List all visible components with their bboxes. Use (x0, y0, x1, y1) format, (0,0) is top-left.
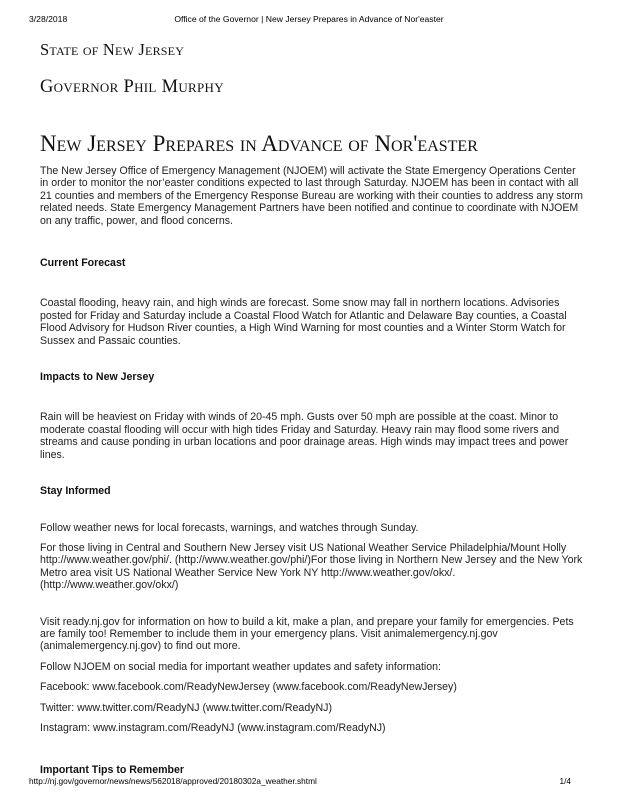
brand-state-link[interactable]: State of New Jersey (40, 40, 185, 59)
stay-informed-social-intro: Follow NJOEM on social media for important weather updates and safety information: (40, 660, 441, 673)
brand-governor-link[interactable]: Governor Phil Murphy (40, 77, 224, 97)
section-heading-stay-informed: Stay Informed (40, 485, 111, 498)
print-page-title: Office of the Governor | New Jersey Prepares in Advance of Nor'easter (174, 14, 444, 24)
stay-informed-news: Follow weather news for local forecasts, warnings, and watches through Sunday. (40, 521, 419, 534)
stay-informed-ready-nj[interactable]: Visit ready.nj.gov for information on how to build a kit, make a plan, and prepare your family for emergencies. Pets are family too! Remember to include them in your emergency plans. Visit animalemergency.nj.gov (animalemergency.nj.gov) to find out more. (40, 615, 574, 653)
print-date: 3/28/2018 (29, 14, 68, 24)
section-heading-impacts: Impacts to New Jersey (40, 371, 155, 384)
social-link-twitter[interactable]: Twitter: www.twitter.com/ReadyNJ (www.twitter.com/ReadyNJ) (40, 701, 332, 714)
section-heading-forecast: Current Forecast (40, 257, 126, 270)
article-body (40, 165, 585, 777)
print-url: http://nj.gov/governor/news/news/562018/approved/20180302a_weather.shtml (29, 776, 317, 786)
stay-informed-nws-links[interactable]: For those living in Central and Southern New Jersey visit US National Weather Service Philadelphia/Mount Holly http://www.weather.gov/phi/. (http://www.weather.gov/phi/)For those living in Northern New Jersey and the New York Metro area visit US National Weather Service New York NY http://www.weather.gov/okx/. (http://www.weather.gov/okx/) (40, 541, 583, 592)
section-body-forecast: Coastal flooding, heavy rain, and high winds are forecast. Some snow may fall in northern locations. Advisories posted for Friday and Saturday include a Coastal Flood Watch for Atlantic and Delaware Bay counties, a Coastal Flood Advisory for Hudson River counties, a High Wind Warning for most counties and a Winter Storm Watch for Sussex and Passaic counties. (40, 297, 567, 347)
social-link-facebook[interactable]: Facebook: www.facebook.com/ReadyNewJersey (www.facebook.com/ReadyNewJersey) (40, 681, 457, 694)
article-intro: The New Jersey Office of Emergency Management (NJOEM) will activate the State Emergency Operations Center in order to monitor the nor’easter conditions expected to last through Saturday. NJOEM has been in contact with all 21 counties and members of the Emergency Response Bureau are working with their counties to address any storm related needs. State Emergency Management Partners have been notified and continue to coordinate with NJOEM on any traffic, power, and flood concerns. (40, 165, 583, 227)
article-headline: New Jersey Prepares in Advance of Nor'easter (40, 131, 478, 156)
section-body-impacts: Rain will be heaviest on Friday with winds of 20-45 mph. Gusts over 50 mph are possible at the coast. Minor to moderate coastal flooding will occur with high tides Friday and Saturday. Heavy rain may flood some rivers and streams and cause ponding in urban locations and poor drainage areas. High winds may impact trees and power lines. (40, 411, 569, 461)
section-heading-tips: Important Tips to Remember (40, 764, 185, 777)
social-link-instagram[interactable]: Instagram: www.instagram.com/ReadyNJ (www.instagram.com/ReadyNJ) (40, 721, 386, 734)
print-page-number: 1/4 (559, 776, 571, 786)
